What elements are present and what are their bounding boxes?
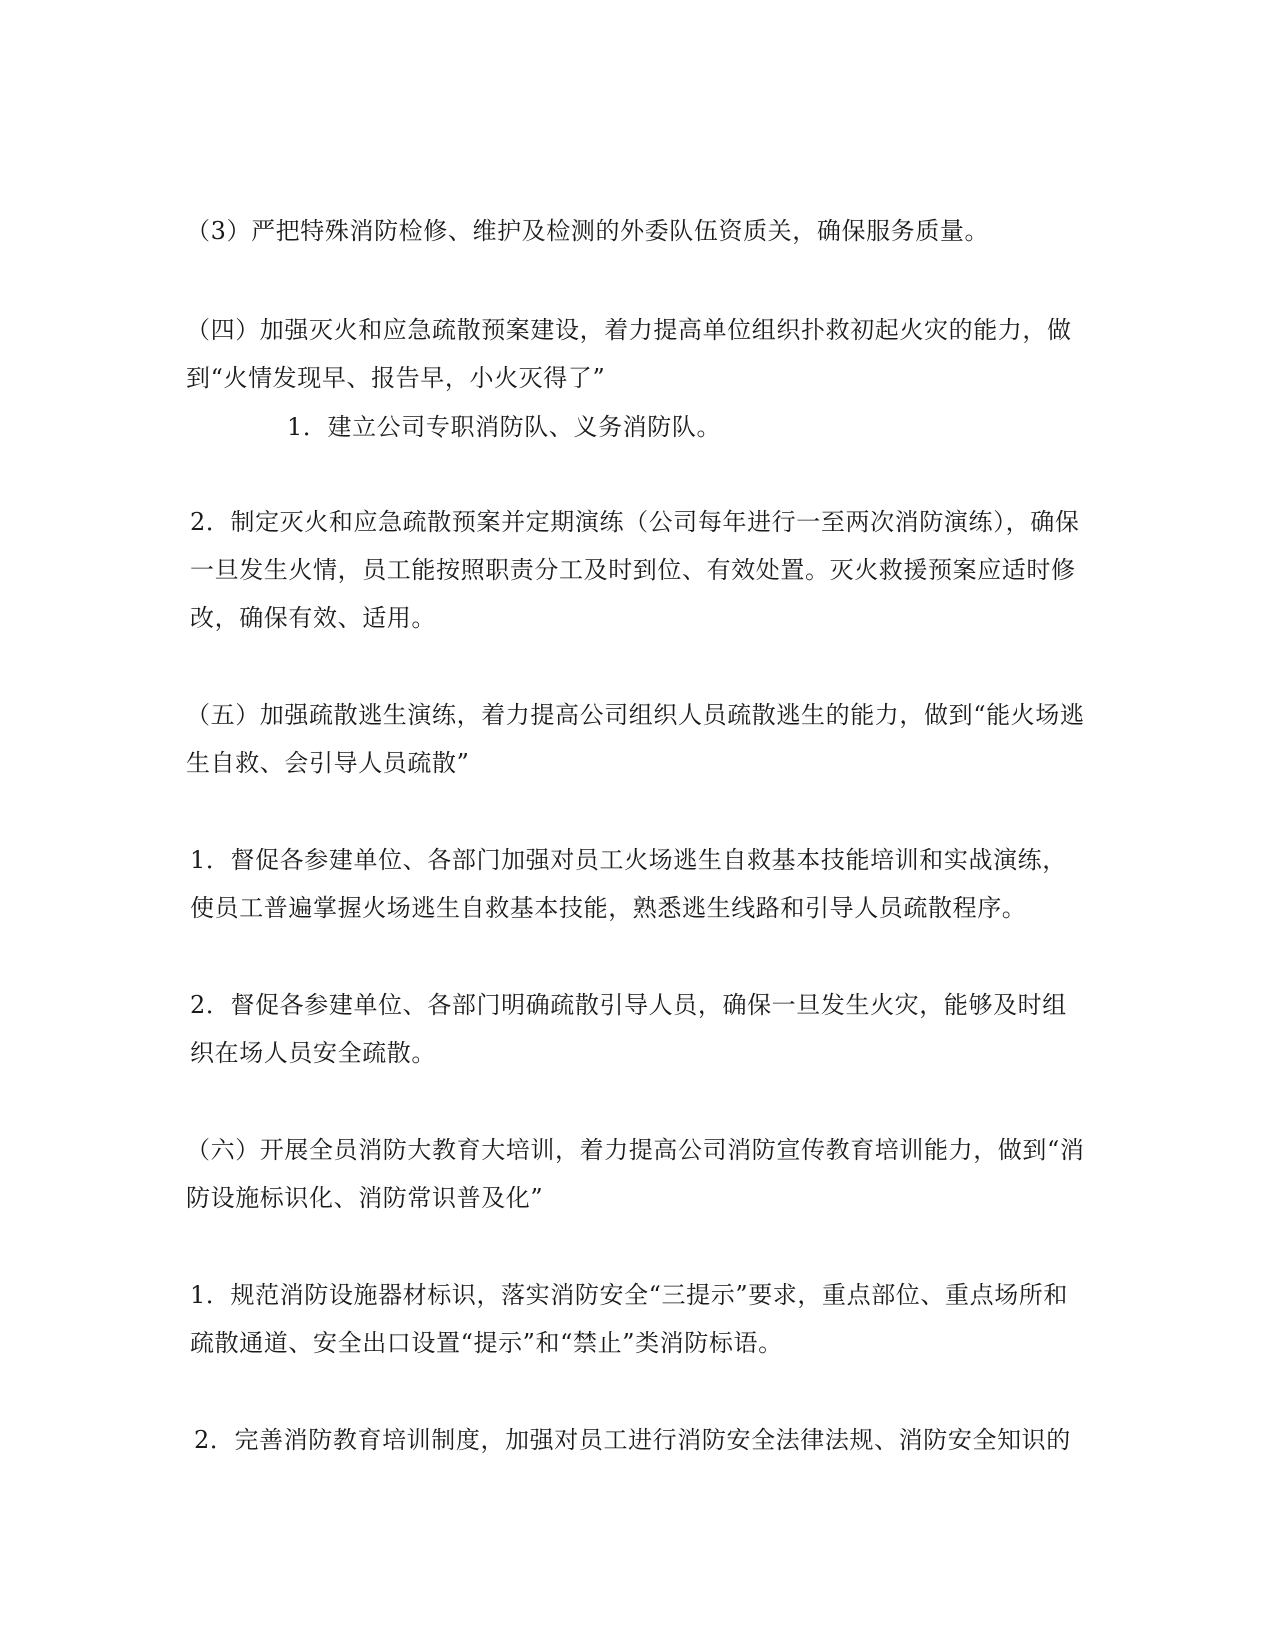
section-heading-6-education: （六）开展全员消防大教育大培训，着力提高公司消防宣传教育培训能力，做到“消防设施标识化、消防常识普及化”: [186, 1136, 1085, 1212]
list-item-signage: 1．规范消防设施器材标识，落实消防安全“三提示”要求，重点部位、重点场所和疏散通道、安全出口设置“提示”和“禁止”类消防标语。: [190, 1281, 1069, 1357]
list-item-drill-plan: 2．制定灭火和应急疏散预案并定期演练（公司每年进行一至两次消防演练），确保一旦发生火情，员工能按照职责分工及时到位、有效处置。灭火救援预案应适时修改，确保有效、适用。: [190, 508, 1080, 632]
list-item-fire-brigade: 1．建立公司专职消防队、义务消防队。: [287, 413, 722, 441]
paragraph-item-3-outsourcing: （3）严把特殊消防检修、维护及检测的外委队伍资质关，确保服务质量。: [186, 217, 990, 245]
section-heading-4-emergency-plan: （四）加强灭火和应急疏散预案建设，着力提高单位组织扑救初起火灾的能力，做到“火情发现早、报告早，小火灭得了”: [186, 316, 1072, 392]
list-item-evacuation-guides: 2．督促各参建单位、各部门明确疏散引导人员，确保一旦发生火灾，能够及时组织在场人员安全疏散。: [190, 991, 1067, 1067]
list-item-training-system: 2．完善消防教育培训制度，加强对员工进行消防安全法律法规、消防安全知识的: [194, 1426, 1071, 1454]
section-heading-5-evacuation: （五）加强疏散逃生演练，着力提高公司组织人员疏散逃生的能力，做到“能火场逃生自救、会引导人员疏散”: [186, 701, 1085, 777]
list-item-escape-training: 1．督促各参建单位、各部门加强对员工火场逃生自救基本技能培训和实战演练，使员工普遍掌握火场逃生自救基本技能，熟悉逃生线路和引导人员疏散程序。: [190, 846, 1067, 922]
